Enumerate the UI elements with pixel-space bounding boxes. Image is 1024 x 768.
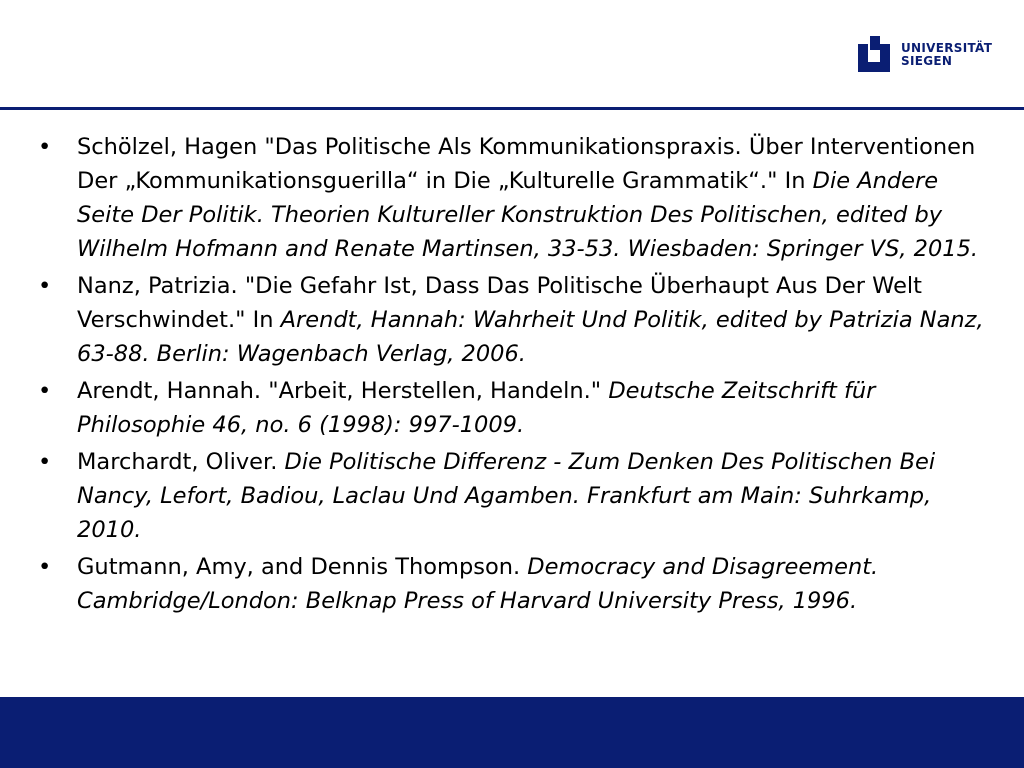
bullet-icon: • [38, 554, 52, 580]
bullet-icon: • [38, 378, 52, 404]
bullet-icon: • [38, 134, 52, 160]
reference-author-part: Schölzel, Hagen "Das Politische Als Kommunikationspraxis. Über Interventionen Der „Kommunikationsguerilla“ in Die „Kulturelle Grammatik“." In [77, 134, 976, 194]
logo-line-1: UNIVERSITÄT [901, 41, 993, 55]
reference-author-part: Gutmann, Amy, and Dennis Thompson. [77, 554, 528, 580]
footer-bar [0, 697, 1024, 768]
logo-line-2: SIEGEN [901, 54, 953, 68]
reference-item [0, 269, 1024, 371]
reference-source-part: Deutsche Zeitschrift für Philosophie 46, no. 6 (1998): 997-1009. [77, 378, 876, 438]
reference-author-part: Marchardt, Oliver. [77, 449, 285, 475]
header-divider [0, 107, 1024, 110]
bullet-icon: • [38, 273, 52, 299]
reference-author-part: Arendt, Hannah. "Arbeit, Herstellen, Handeln." [77, 378, 609, 404]
reference-source-part: Die Politische Differenz - Zum Denken Des Politischen Bei Nancy, Lefort, Badiou, Laclau Und Agamben. Frankfurt am Main: Suhrkamp, 2010. [77, 449, 936, 543]
reference-source-part: Die Andere Seite Der Politik. Theorien Kultureller Konstruktion Des Politischen, edited by Wilhelm Hofmann and Renate Martinsen, 33-53. Wiesbaden: Springer VS, 2015. [77, 168, 979, 262]
reference-item [0, 130, 1024, 266]
university-name [901, 42, 992, 68]
bullet-icon: • [38, 449, 52, 475]
reference-source-part: Arendt, Hannah: Wahrheit Und Politik, edited by Patrizia Nanz, 63-88. Berlin: Wagenbach Verlag, 2006. [77, 307, 984, 367]
reference-item [0, 374, 1024, 442]
university-logo [858, 36, 1008, 76]
reference-item [0, 550, 1024, 618]
reference-author-part: Nanz, Patrizia. "Die Gefahr Ist, Dass Das Politische Überhaupt Aus Der Welt Verschwindet." In [77, 273, 922, 333]
reference-list [0, 130, 1024, 621]
university-u-logo-icon [858, 36, 894, 72]
reference-item [0, 445, 1024, 547]
reference-source-part: Democracy and Disagreement. Cambridge/London: Belknap Press of Harvard University Press, 1996. [77, 554, 879, 614]
